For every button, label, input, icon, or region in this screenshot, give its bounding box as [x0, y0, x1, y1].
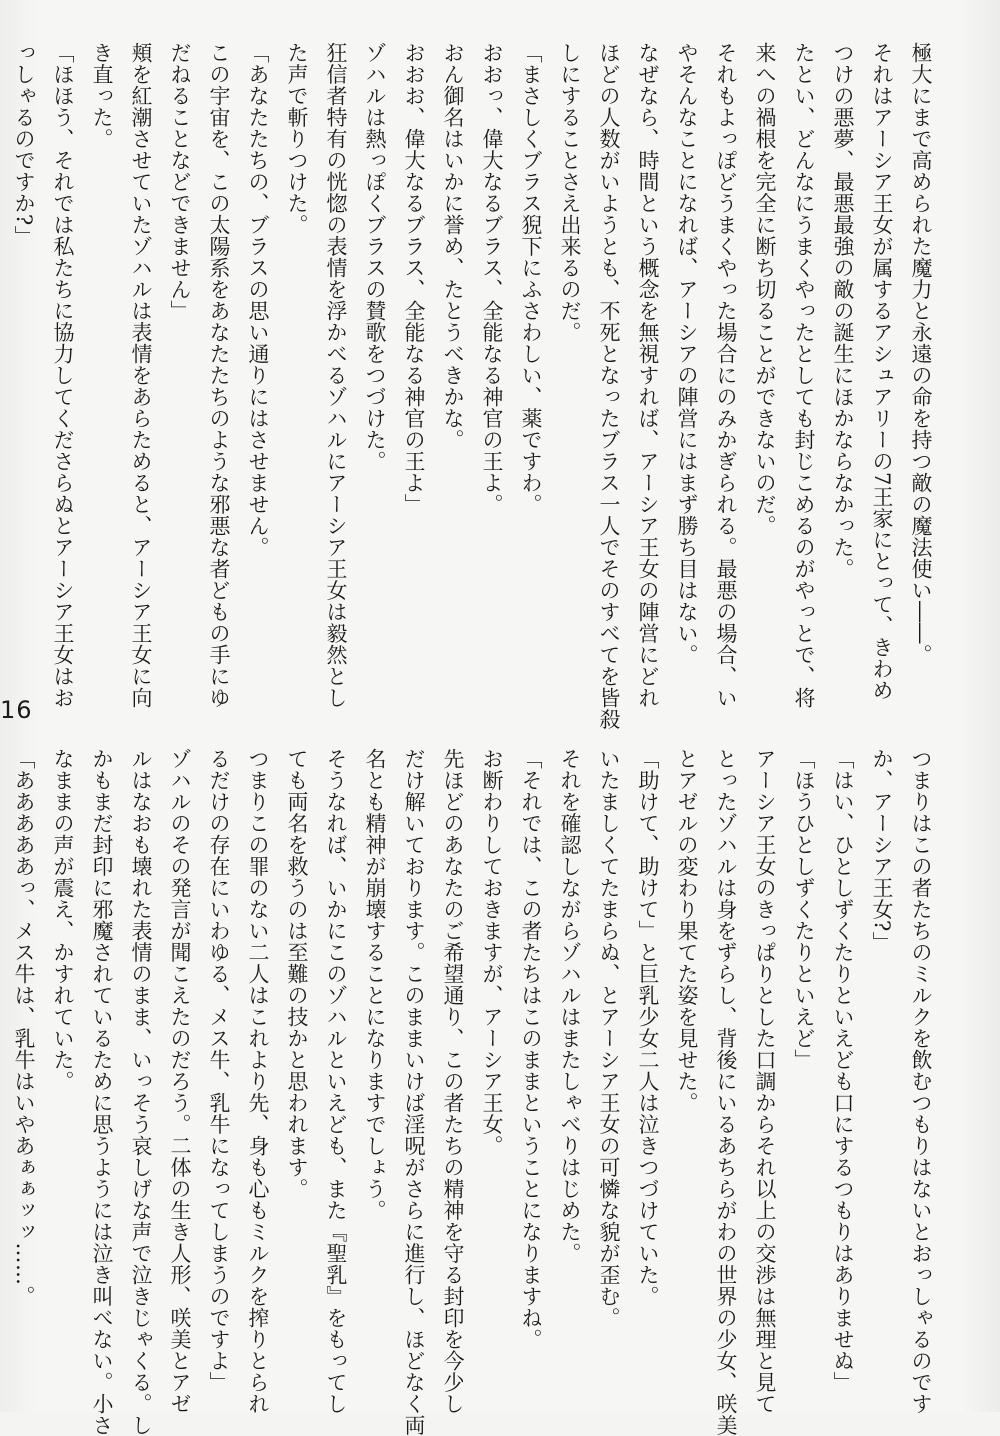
text-line: とアゼルの変わり果てた姿を見せた。 — [675, 748, 699, 1114]
text-line: おおっ、偉大なるブラス、全能なる神官の王よ。 — [480, 42, 504, 515]
text-block-bottom — [12, 748, 940, 1436]
text-line: 「ほほう、それでは私たちに協力してくださらぬとアーシア王女はお — [51, 42, 75, 709]
text-line: 「あなたたちの、ブラスの思い通りにはさせません。 — [246, 42, 270, 558]
text-line: だけ解いております。このままいけば淫呪がさらに進行し、ほどなく両 — [402, 748, 426, 1436]
text-line: それはアーシア王女が属するアシュアリーの7王家にとって、きわめ — [870, 42, 894, 701]
text-line: 名とも精神が崩壊することになりますでしょう。 — [363, 748, 387, 1221]
text-line: たとい、どんなにうまくやったとしても封じこめるのがやっとで、将 — [792, 42, 816, 709]
text-line: 「ほうひとしずくたりといえど」 — [792, 748, 816, 1071]
text-line: 「助けて、助けて」と巨乳少女二人は泣きつづけていた。 — [636, 748, 660, 1307]
text-line: お断わりしておきますが、アーシア王女。 — [480, 748, 504, 1157]
text-line: っしゃるのですか?」 — [12, 42, 36, 248]
text-line: それもよっぽどうまくやった場合にのみかぎられる。最悪の場合、い — [714, 42, 738, 709]
text-line: 頬を紅潮させていたゾハルは表情をあらためると、アーシア王女に向 — [129, 42, 153, 709]
text-line: た声で斬りつけた。 — [285, 42, 309, 236]
text-line: つけの悪夢、最悪最強の敵の誕生にほかならなかった。 — [831, 42, 855, 580]
text-line: つまりはこの者たちのミルクを飲むつもりはないとおっしゃるのです — [909, 748, 933, 1415]
text-line: 狂信者特有の恍惚の表情を浮かべるゾハルにアーシア王女は毅然とし — [324, 42, 348, 709]
text-line: 「まさしくブラス猊下にふさわしい、薬ですわ。 — [519, 42, 543, 515]
text-line: この宇宙を、この太陽系をあなたたちのような邪悪な者どもの手にゆ — [207, 42, 231, 709]
text-line: しにすることさえ出来るのだ。 — [558, 42, 582, 343]
text-line: ゾハルのその発言が聞こえたのだろう。二体の生き人形、咲美とアゼ — [168, 748, 192, 1415]
text-line: るだけの存在にいわゆる、メス牛、乳牛になってしまうのですよ」 — [207, 748, 231, 1393]
text-line: だねることなどできません」 — [168, 42, 192, 322]
text-line: ほどの人数がいようとも、不死となったブラス一人でそのすべてを皆殺 — [597, 42, 621, 730]
text-line: なぜなら、時間という概念を無視すれば、アーシア王女の陣営にどれ — [636, 42, 660, 709]
text-line: 先ほどのあなたのご希望通り、この者たちの精神を守る封印を今少し — [441, 748, 465, 1415]
text-line: ルはなおも壊れた表情のまま、いっそう哀しげな声で泣きじゃくる。し — [129, 748, 153, 1436]
text-line: 極大にまで高められた魔力と永遠の命を持つ敵の魔法使い――。 — [909, 42, 933, 666]
text-line: 「それでは、この者たちはこのままということになりますね。 — [519, 748, 543, 1350]
text-line: か、アーシア王女?」 — [870, 748, 894, 954]
text-line: やそんなことになれば、アーシアの陣営にはまず勝ち目はない。 — [675, 42, 699, 666]
text-line: 来への禍根を完全に断ち切ることができないのだ。 — [753, 42, 777, 537]
text-line: 「あああああっ、メス牛は、乳牛はいやあぁぁッッ……。 — [12, 748, 36, 1307]
text-line: つまりこの罪のない二人はこれより先、身も心もミルクを搾りとられ — [246, 748, 270, 1415]
text-line: なままの声が震え、かすれていた。 — [51, 748, 75, 1092]
text-line: き直った。 — [90, 42, 114, 150]
text-line: アーシア王女のきっぱりとした口調からそれ以上の交渉は無理と見て — [753, 748, 777, 1415]
text-line: いたましくてたまらぬ、とアーシア王女の可憐な貌が歪む。 — [597, 748, 621, 1329]
text-line: ゾハルは熱っぽくブラスの賛歌をつづけた。 — [363, 42, 387, 472]
text-line: ても両名を救うのは至難の技かと思われます。 — [285, 748, 309, 1200]
text-line: 「はい、ひとしずくたりといえども口にするつもりはありませぬ」 — [831, 748, 855, 1393]
text-line: かもまだ封印に邪魔されているために思うようには泣き叫べない。小さ — [90, 748, 114, 1436]
text-line: おおお、偉大なるブラス、全能なる神官の王よ」 — [402, 42, 426, 515]
page-number: 16 — [0, 696, 33, 724]
text-line: そうなれば、いかにこのゾハルといえども、また『聖乳』をもってし — [324, 748, 348, 1415]
text-line: とったゾハルは身をずらし、背後にいるあちらがわの世界の少女、咲美 — [714, 748, 738, 1436]
text-line: それを確認しながらゾハルはまたしゃべりはじめた。 — [558, 748, 582, 1264]
text-line: おん御名はいかに誉め、たとうべきかな。 — [441, 42, 465, 451]
